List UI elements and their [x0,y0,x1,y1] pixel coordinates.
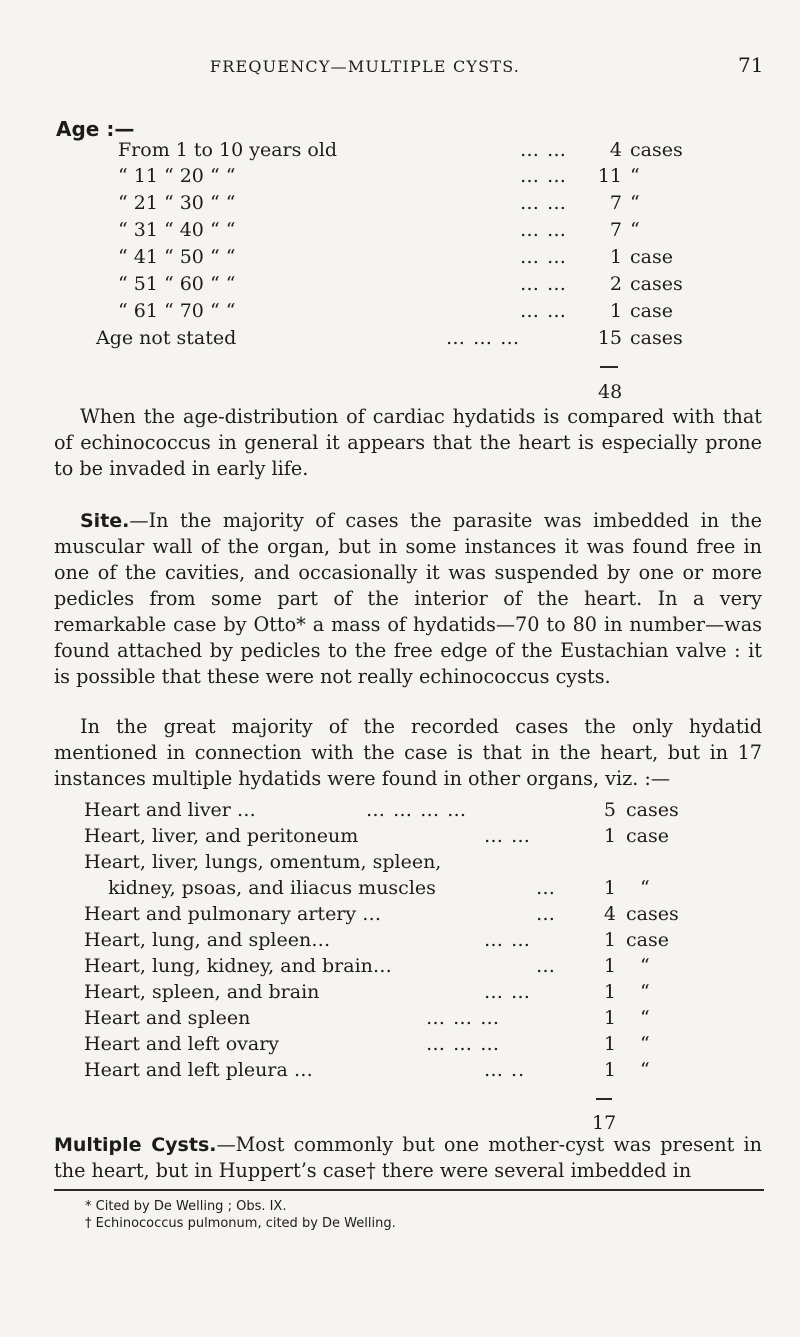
organ-row-label: Heart and spleen [84,1007,251,1029]
organ-row-count: 1 [603,877,616,899]
organ-row-count: 1 [603,981,616,1003]
sum-rule [596,1098,612,1100]
leader-dots: … … … [426,1007,501,1029]
leader-dots: … … … … [366,799,468,821]
organ-row [84,926,669,954]
age-row-count: 15 [597,327,622,349]
organ-row-unit: case [626,825,669,847]
age-row-unit: case [630,300,673,322]
age-row [118,270,683,298]
age-row-unit: cases [630,139,683,161]
organ-row-label: Heart, spleen, and brain [84,981,320,1003]
leader-dots: … … [484,929,532,951]
leader-dots: … … [520,165,568,187]
age-row-label: “ 21 “ 30 “ “ [118,192,236,214]
age-row [118,216,638,244]
age-row-unit: cases [630,273,683,295]
organ-row-label: Heart and pulmonary artery … [84,903,382,925]
organ-row [84,1004,664,1032]
paragraph-site [54,508,762,690]
multiple-cysts-heading: Multiple Cysts. [54,1134,217,1156]
leader-dots: … … … [426,1033,501,1055]
organs-total-value: 17 [592,1112,617,1134]
organ-row-count: 5 [603,799,616,821]
organ-row-unit: case [626,929,669,951]
age-row-count: 11 [597,165,622,187]
running-title: FREQUENCY—MULTIPLE CYSTS. [209,57,521,76]
age-row-label: From 1 to 10 years old [118,139,338,161]
age-section-label: Age :— [56,117,135,141]
organ-row-count: 4 [603,903,616,925]
age-row [118,297,673,325]
organ-row-unit: “ [640,877,650,899]
organ-row [84,822,669,850]
age-total-value: 48 [598,381,623,403]
age-row-count: 4 [609,139,622,161]
age-row-count: 1 [609,300,622,322]
organ-row [84,874,664,902]
age-row-label: Age not stated [96,327,237,349]
multiple-cysts-text: —Most commonly but one mother-cyst was present in the heart, but in Huppert’s case† there were several imbedded in [54,1133,762,1182]
paragraph-multiple-cysts [54,1132,762,1184]
footnote-otto: * Cited by De Welling ; Obs. IX. [85,1199,287,1214]
organ-row-count: 1 [603,929,616,951]
leader-dots: … … [520,192,568,214]
organ-row-label: Heart, lung, kidney, and brain… [84,955,392,977]
organ-row-count: 1 [603,1033,616,1055]
organ-row [84,978,664,1006]
leader-dots: … … [484,981,532,1003]
leader-dots: … … [520,139,568,161]
age-row-unit: “ [630,165,640,187]
age-row [118,162,638,190]
age-row-count: 7 [609,192,622,214]
age-row-unit: “ [630,192,640,214]
organ-row [84,1056,664,1084]
organ-row-count: 1 [603,1059,616,1081]
paragraph-age-distribution: When the age-distribution of cardiac hydatids is compared with that of echinococcus in general it appears that the heart is especially prone to be invaded in early life. [54,405,762,480]
leader-dots: … … [520,273,568,295]
age-row-label: “ 61 “ 70 “ “ [118,300,236,322]
organ-row [84,796,679,824]
leader-dots: … .. [484,1059,526,1081]
organ-row-count: 1 [603,825,616,847]
leader-dots: … … [484,825,532,847]
page-number: 71 [738,53,764,77]
age-row [118,243,673,271]
age-row-label: “ 11 “ 20 “ “ [118,165,236,187]
age-row-unit: “ [630,219,640,241]
age-row-label: “ 51 “ 60 “ “ [118,273,236,295]
organ-row [84,1030,664,1058]
age-row-count: 2 [609,273,622,295]
organ-row-unit: “ [640,1007,650,1029]
organ-row-label: Heart, liver, lungs, omentum, spleen, [84,851,442,873]
age-row-unit: case [630,246,673,268]
age-row-unit: cases [630,327,683,349]
running-head [0,53,800,83]
age-row [118,189,638,217]
footnote-huppert: † Echinococcus pulmonum, cited by De Welling. [85,1216,396,1231]
organ-row-count: 1 [603,955,616,977]
organ-row [84,952,664,980]
leader-dots: … … [520,300,568,322]
leader-dots: … … [520,219,568,241]
organ-row-label: Heart and left pleura … [84,1059,313,1081]
organ-row-unit: “ [640,1033,650,1055]
leader-dots: … [536,955,556,977]
age-row-count: 7 [609,219,622,241]
age-row [96,324,683,352]
organ-row-unit: cases [626,799,679,821]
age-total [598,378,638,406]
organ-row-unit: “ [640,1059,650,1081]
age-row-label: “ 31 “ 40 “ “ [118,219,236,241]
organ-row-unit: “ [640,981,650,1003]
age-row [118,136,683,164]
organ-row-label: Heart, lung, and spleen… [84,929,331,951]
organ-row [84,848,664,876]
organ-row-label: Heart and left ovary [84,1033,280,1055]
paragraph-multiple-organs: In the great majority of the recorded cases the only hydatid mentioned in connection with the case is that in the heart, but in 17 instances multiple hydatids were found in other organs, viz. :— [54,715,762,790]
leader-dots: … [536,903,556,925]
leader-dots: … [536,877,556,899]
sum-rule [600,366,618,368]
organ-row-label: Heart and liver … [84,799,256,821]
organ-row [84,900,679,928]
organ-row-label: kidney, psoas, and iliacus muscles [84,877,436,899]
leader-dots: … … … [446,327,521,349]
organ-row-label: Heart, liver, and peritoneum [84,825,359,847]
age-row-label: “ 41 “ 50 “ “ [118,246,236,268]
site-heading: Site. [80,510,130,532]
leader-dots: … … [520,246,568,268]
organ-row-unit: cases [626,903,679,925]
age-row-count: 1 [609,246,622,268]
organ-row-count: 1 [603,1007,616,1029]
organ-row-unit: “ [640,955,650,977]
site-text: —In the majority of cases the parasite was imbedded in the muscular wall of the organ, but in some instances it was found free in one of the cavities, and occasionally it was suspended by one or more pedicles from some part of the interior of the heart. In a very remarkable case by Otto* a mass of hydatids—70 to 80 in number—was found attached by pedicles to the free edge of the Eustachian valve : it is possible that these were not really echinococcus cysts. [54,509,762,688]
footnote-rule [54,1189,764,1191]
